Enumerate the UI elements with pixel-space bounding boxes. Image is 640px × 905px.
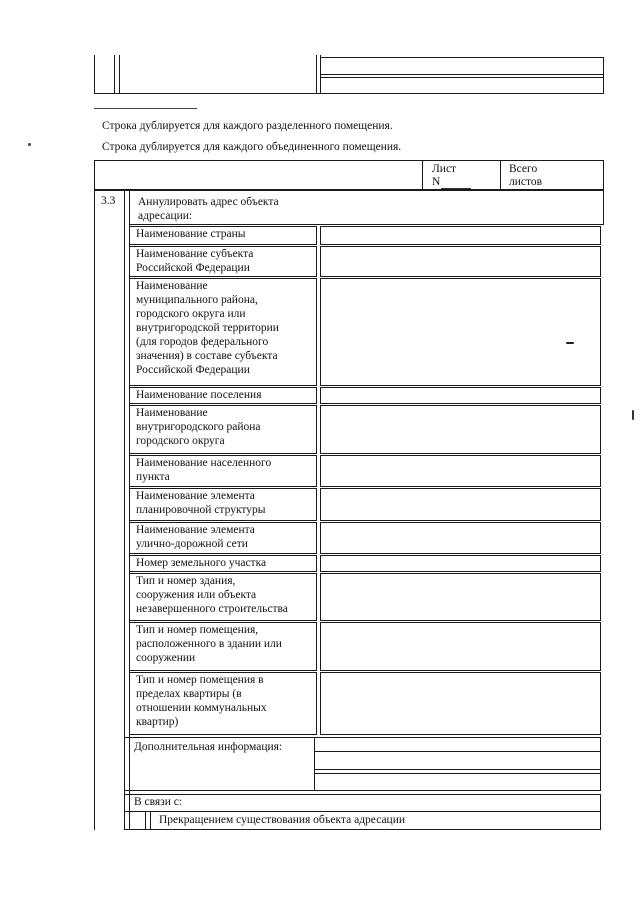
- field-label: Тип и номер помещения, расположенного в здании или сооружении: [136, 624, 282, 664]
- field-label: Наименование элемента улично-дорожной сети: [136, 524, 255, 550]
- field-label: Наименование муниципального района, городского округа или внутригородской территории (для городов федерального значения) в составе субъекта Российской Федерации: [136, 280, 279, 376]
- note-merged-room: Строка дублируется для каждого объединенного помещения.: [102, 141, 402, 153]
- field-label: Наименование субъекта Российской Федерации: [136, 248, 254, 274]
- sheet-number-field[interactable]: [441, 176, 471, 189]
- field-label: Тип и номер здания, сооружения или объекта незавершенного строительства: [136, 575, 288, 615]
- field-input[interactable]: [321, 247, 599, 276]
- field-label: Наименование внутригородского района городского округа: [136, 407, 261, 447]
- field-input[interactable]: [321, 673, 599, 734]
- field-input[interactable]: [321, 623, 599, 670]
- note-split-room: Строка дублируется для каждого разделенного помещения.: [102, 120, 393, 132]
- scan-speck: [28, 143, 31, 146]
- field-input[interactable]: [321, 406, 599, 453]
- section-title: Аннулировать адрес объекта адресации:: [138, 196, 279, 222]
- field-label: Наименование поселения: [136, 389, 262, 401]
- field-input[interactable]: [321, 556, 599, 571]
- footnote-rule: [94, 108, 197, 109]
- reason-option-checkbox[interactable]: [126, 812, 144, 828]
- section-number: 3.3: [101, 195, 116, 207]
- reason-option-label: Прекращением существования объекта адресации: [159, 814, 406, 826]
- reason-label: В связи с:: [134, 796, 183, 808]
- field-label: Тип и номер помещения в пределах квартиры (в отношении коммунальных квартир): [136, 674, 267, 728]
- additional-info-label: Дополнительная информация:: [134, 741, 283, 753]
- additional-info-input-2[interactable]: [315, 752, 599, 768]
- sheet-number-prefix: N: [432, 176, 441, 188]
- additional-info-input-3[interactable]: [315, 774, 599, 789]
- prev-field-input-1[interactable]: [321, 58, 602, 73]
- field-label: Номер земельного участка: [136, 557, 267, 569]
- additional-info-input-1[interactable]: [315, 738, 599, 750]
- field-input[interactable]: [321, 523, 599, 553]
- scan-speck: [632, 410, 634, 420]
- prev-field-input-2[interactable]: [321, 78, 602, 92]
- field-input[interactable]: [321, 279, 599, 385]
- field-label: Наименование страны: [136, 228, 246, 240]
- total-sheets-label: Всего: [509, 163, 538, 175]
- total-sheets-sub: листов: [509, 176, 543, 188]
- field-input[interactable]: [321, 227, 599, 244]
- field-label: Наименование элемента планировочной структуры: [136, 490, 266, 516]
- scan-speck: [566, 342, 574, 344]
- field-input[interactable]: [321, 388, 599, 403]
- field-label: Наименование населенного пункта: [136, 457, 272, 483]
- field-input[interactable]: [321, 574, 599, 620]
- field-input[interactable]: [321, 489, 599, 520]
- sheet-label: Лист: [432, 163, 457, 175]
- field-input[interactable]: [321, 456, 599, 486]
